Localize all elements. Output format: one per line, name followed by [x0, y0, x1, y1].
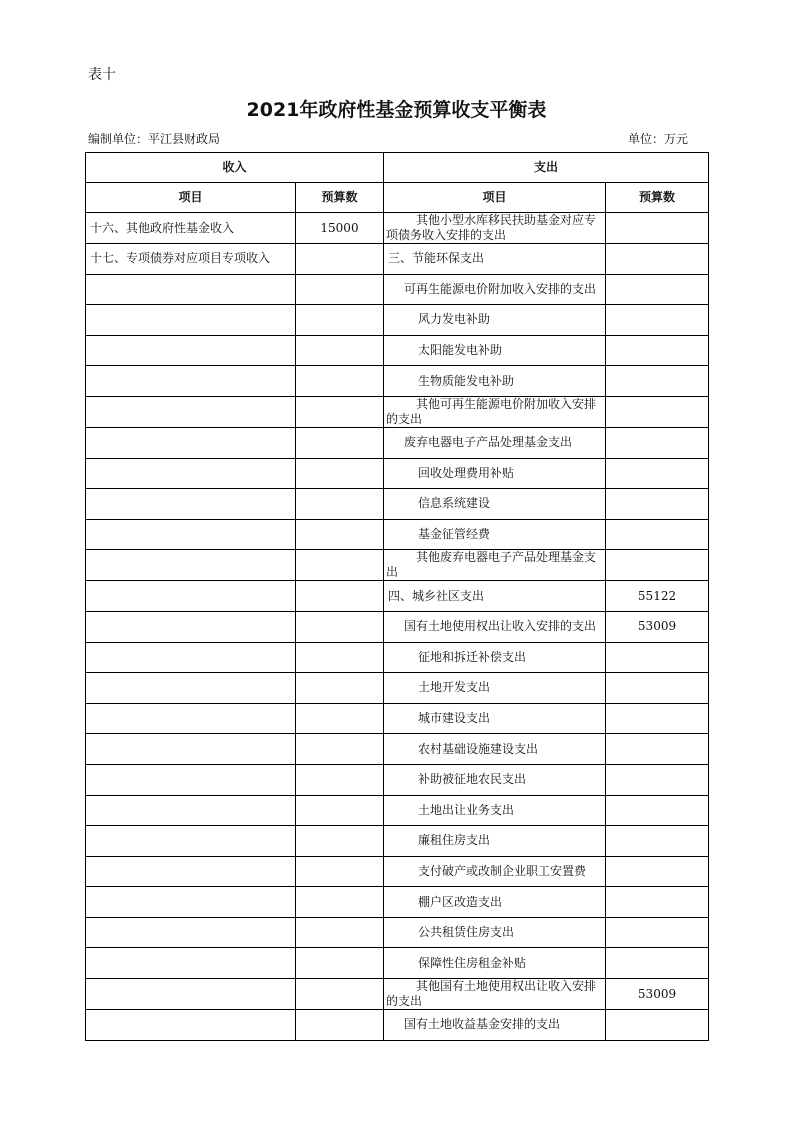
income-value-cell [296, 703, 384, 734]
income-budget-header: 预算数 [296, 183, 384, 213]
income-item-cell [86, 1010, 296, 1041]
expense-value-cell: 53009 [606, 979, 709, 1010]
income-section-header: 收入 [86, 153, 384, 183]
income-item-header: 项目 [86, 183, 296, 213]
expense-item-cell: 公共租赁住房支出 [384, 917, 606, 948]
income-item-cell [86, 581, 296, 612]
table-row [86, 274, 709, 305]
income-item-cell [86, 366, 296, 397]
table-row [86, 396, 709, 427]
income-item-cell [86, 396, 296, 427]
expense-item-cell: 生物质能发电补助 [384, 366, 606, 397]
income-item-cell [86, 611, 296, 642]
expense-value-cell [606, 366, 709, 397]
table-row [86, 948, 709, 979]
expense-item-cell: 基金征管经费 [384, 519, 606, 550]
table-row [86, 611, 709, 642]
compiler-label: 编制单位：平江县财政局 [88, 132, 221, 146]
income-value-cell [296, 427, 384, 458]
expense-item-cell: 国有土地收益基金安排的支出 [384, 1010, 606, 1041]
income-item-cell [86, 642, 296, 673]
income-value-cell [296, 795, 384, 826]
income-value-cell [296, 917, 384, 948]
expense-value-cell [606, 795, 709, 826]
income-item-cell [86, 335, 296, 366]
income-value-cell [296, 764, 384, 795]
table-row [86, 703, 709, 734]
expense-item-cell: 补助被征地农民支出 [384, 764, 606, 795]
expense-item-cell: 其他小型水库移民扶助基金对应专项债务收入安排的支出 [384, 213, 606, 244]
expense-value-cell: 55122 [606, 581, 709, 612]
income-item-cell [86, 427, 296, 458]
income-item-cell [86, 734, 296, 765]
expense-item-cell: 支付破产或改制企业职工安置费 [384, 856, 606, 887]
expense-value-cell [606, 519, 709, 550]
income-value-cell [296, 826, 384, 857]
income-value-cell [296, 489, 384, 520]
income-item-cell [86, 489, 296, 520]
income-item-cell [86, 856, 296, 887]
expense-value-cell [606, 550, 709, 581]
expense-section-header: 支出 [384, 153, 709, 183]
expense-item-cell: 可再生能源电价附加收入安排的支出 [384, 274, 606, 305]
expense-item-cell: 土地开发支出 [384, 673, 606, 704]
income-value-cell: 15000 [296, 213, 384, 244]
column-header-row [86, 183, 709, 213]
expense-item-cell: 回收处理费用补贴 [384, 458, 606, 489]
income-item-cell [86, 519, 296, 550]
income-value-cell [296, 458, 384, 489]
expense-value-cell [606, 458, 709, 489]
table-row [86, 917, 709, 948]
income-item-cell [86, 795, 296, 826]
table-row [86, 734, 709, 765]
expense-budget-header: 预算数 [606, 183, 709, 213]
expense-value-cell [606, 826, 709, 857]
income-item-cell [86, 274, 296, 305]
income-item-cell [86, 703, 296, 734]
table-row [86, 581, 709, 612]
expense-value-cell [606, 642, 709, 673]
income-item-cell [86, 887, 296, 918]
expense-item-cell: 三、节能环保支出 [384, 244, 606, 275]
income-value-cell [296, 673, 384, 704]
expense-item-cell: 太阳能发电补助 [384, 335, 606, 366]
expense-item-cell: 风力发电补助 [384, 305, 606, 336]
unit-label: 单位：万元 [628, 132, 689, 146]
income-item-cell [86, 979, 296, 1010]
expense-value-cell [606, 335, 709, 366]
expense-value-cell [606, 917, 709, 948]
income-value-cell [296, 244, 384, 275]
expense-value-cell [606, 673, 709, 704]
income-item-cell [86, 305, 296, 336]
income-value-cell [296, 887, 384, 918]
income-value-cell [296, 274, 384, 305]
expense-value-cell [606, 1010, 709, 1041]
table-row [86, 856, 709, 887]
expense-value-cell [606, 396, 709, 427]
expense-item-cell: 信息系统建设 [384, 489, 606, 520]
income-value-cell [296, 305, 384, 336]
expense-value-cell [606, 427, 709, 458]
income-value-cell [296, 611, 384, 642]
table-row [86, 795, 709, 826]
income-value-cell [296, 366, 384, 397]
expense-value-cell [606, 703, 709, 734]
table-number-label: 表十 [88, 67, 116, 83]
expense-item-header: 项目 [384, 183, 606, 213]
expense-item-cell: 棚户区改造支出 [384, 887, 606, 918]
expense-value-cell [606, 734, 709, 765]
income-value-cell [296, 642, 384, 673]
table-row [86, 244, 709, 275]
income-value-cell [296, 581, 384, 612]
expense-item-cell: 其他可再生能源电价附加收入安排的支出 [384, 396, 606, 427]
expense-item-cell: 农村基础设施建设支出 [384, 734, 606, 765]
table-row [86, 642, 709, 673]
expense-item-cell: 国有土地使用权出让收入安排的支出 [384, 611, 606, 642]
table-row [86, 489, 709, 520]
expense-value-cell [606, 244, 709, 275]
expense-item-cell: 廉租住房支出 [384, 826, 606, 857]
expense-value-cell [606, 887, 709, 918]
table-row [86, 458, 709, 489]
income-item-cell [86, 764, 296, 795]
expense-value-cell [606, 764, 709, 795]
expense-item-cell: 废弃电器电子产品处理基金支出 [384, 427, 606, 458]
expense-value-cell [606, 213, 709, 244]
income-item-cell: 十六、其他政府性基金收入 [86, 213, 296, 244]
income-value-cell [296, 948, 384, 979]
budget-balance-table [85, 152, 709, 1041]
table-row [86, 550, 709, 581]
table-row [86, 764, 709, 795]
expense-item-cell: 城市建设支出 [384, 703, 606, 734]
income-item-cell [86, 673, 296, 704]
income-value-cell [296, 979, 384, 1010]
table-row [86, 673, 709, 704]
income-value-cell [296, 1010, 384, 1041]
table-row [86, 1010, 709, 1041]
expense-value-cell [606, 856, 709, 887]
income-item-cell [86, 917, 296, 948]
table-row [86, 427, 709, 458]
income-value-cell [296, 550, 384, 581]
expense-value-cell: 53009 [606, 611, 709, 642]
income-value-cell [296, 396, 384, 427]
income-value-cell [296, 856, 384, 887]
income-item-cell [86, 948, 296, 979]
income-item-cell [86, 458, 296, 489]
expense-value-cell [606, 489, 709, 520]
expense-item-cell: 征地和拆迁补偿支出 [384, 642, 606, 673]
table-row [86, 887, 709, 918]
table-row [86, 826, 709, 857]
income-item-cell [86, 826, 296, 857]
expense-value-cell [606, 305, 709, 336]
income-item-cell [86, 550, 296, 581]
income-value-cell [296, 335, 384, 366]
expense-value-cell [606, 274, 709, 305]
income-value-cell [296, 734, 384, 765]
expense-item-cell: 土地出让业务支出 [384, 795, 606, 826]
expense-item-cell: 四、城乡社区支出 [384, 581, 606, 612]
table-row [86, 519, 709, 550]
expense-item-cell: 其他废弃电器电子产品处理基金支出 [384, 550, 606, 581]
table-row [86, 305, 709, 336]
expense-value-cell [606, 948, 709, 979]
income-value-cell [296, 519, 384, 550]
page-title: 2021年政府性基金预算收支平衡表 [246, 99, 547, 121]
income-item-cell: 十七、专项债券对应项目专项收入 [86, 244, 296, 275]
table-row [86, 335, 709, 366]
expense-item-cell: 其他国有土地使用权出让收入安排的支出 [384, 979, 606, 1010]
expense-item-cell: 保障性住房租金补贴 [384, 948, 606, 979]
section-header-row [86, 153, 709, 183]
table-row [86, 366, 709, 397]
table-row [86, 979, 709, 1010]
table-row [86, 213, 709, 244]
